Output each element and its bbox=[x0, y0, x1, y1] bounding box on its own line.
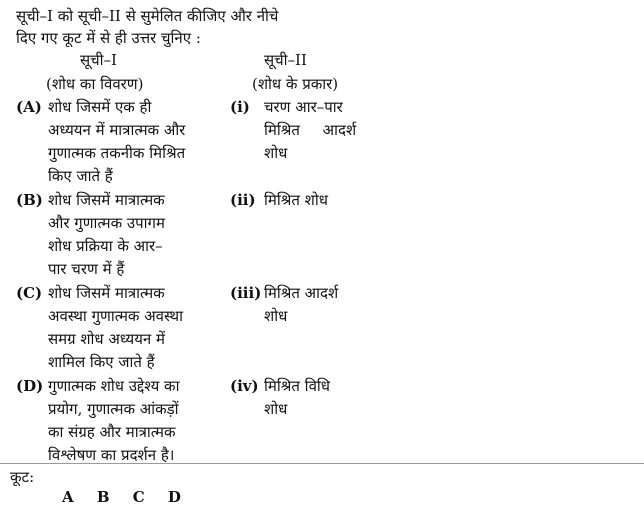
item-c-line-1: शोध जिसमें मात्रात्मक bbox=[48, 284, 165, 302]
option-iii-line-1: मिश्रित आदर्श bbox=[264, 284, 339, 302]
item-a-line-1: शोध जिसमें एक ही bbox=[48, 98, 152, 116]
item-b-key: (B) bbox=[16, 191, 43, 209]
item-d-line-4: विश्लेषण का प्रदर्शन है। bbox=[48, 446, 175, 464]
code-header: A B C D bbox=[62, 488, 181, 506]
item-d-line-1: गुणात्मक शोध उद्देश्य का bbox=[48, 377, 180, 395]
item-a-line-4: किए जाते हैं bbox=[48, 167, 113, 185]
item-c-line-2: अवस्था गुणात्मक अवस्था bbox=[48, 307, 184, 325]
item-a-line-2: अध्ययन में मात्रात्मक और bbox=[48, 121, 186, 139]
item-d-line-3: का संग्रह और मात्रात्मक bbox=[48, 423, 176, 441]
option-i-line-2: मिश्रित आदर्श bbox=[264, 121, 357, 139]
item-b-line-2: और गुणात्मक उपागम bbox=[48, 214, 165, 232]
code-label: कूट: bbox=[10, 468, 35, 486]
item-c-line-3: समग्र शोध अध्ययन में bbox=[48, 330, 165, 348]
list2-title: सूची–II bbox=[264, 51, 307, 69]
option-iv-line-1: मिश्रित विधि bbox=[264, 377, 331, 395]
item-b-line-4: पार चरण में हैं bbox=[48, 260, 125, 278]
option-i-line-1: चरण आर–पार bbox=[264, 98, 343, 116]
item-a-key: (A) bbox=[16, 98, 42, 116]
option-i-key: (i) bbox=[230, 98, 250, 116]
item-b-line-3: शोध प्रक्रिया के आर– bbox=[48, 237, 163, 255]
option-iv-key: (iv) bbox=[230, 377, 259, 395]
item-b-line-1: शोध जिसमें मात्रात्मक bbox=[48, 191, 165, 209]
option-ii-line-1: मिश्रित शोध bbox=[264, 191, 328, 209]
question-line-1: सूची–I को सूची–II से सुमेलित कीजिए और नीचे bbox=[16, 7, 279, 25]
item-c-line-4: शामिल किए जाते हैं bbox=[48, 353, 155, 371]
item-d-key: (D) bbox=[16, 377, 44, 395]
item-a-line-3: गुणात्मक तकनीक मिश्रित bbox=[48, 144, 186, 162]
option-iii-key: (iii) bbox=[230, 284, 262, 302]
option-iv-line-2: शोध bbox=[264, 400, 288, 418]
option-iii-line-2: शोध bbox=[264, 307, 288, 325]
list1-subtitle: (शोध का विवरण) bbox=[46, 75, 144, 93]
list1-title: सूची–I bbox=[80, 51, 117, 69]
item-c-key: (C) bbox=[16, 284, 43, 302]
item-d-line-2: प्रयोग, गुणात्मक आंकड़ों bbox=[48, 400, 179, 418]
list2-subtitle: (शोध के प्रकार) bbox=[252, 75, 339, 93]
question-line-2: दिए गए कूट में से ही उत्तर चुनिए : bbox=[16, 29, 201, 47]
option-i-line-3: शोध bbox=[264, 144, 288, 162]
option-ii-key: (ii) bbox=[230, 191, 256, 209]
divider-line bbox=[0, 463, 644, 464]
